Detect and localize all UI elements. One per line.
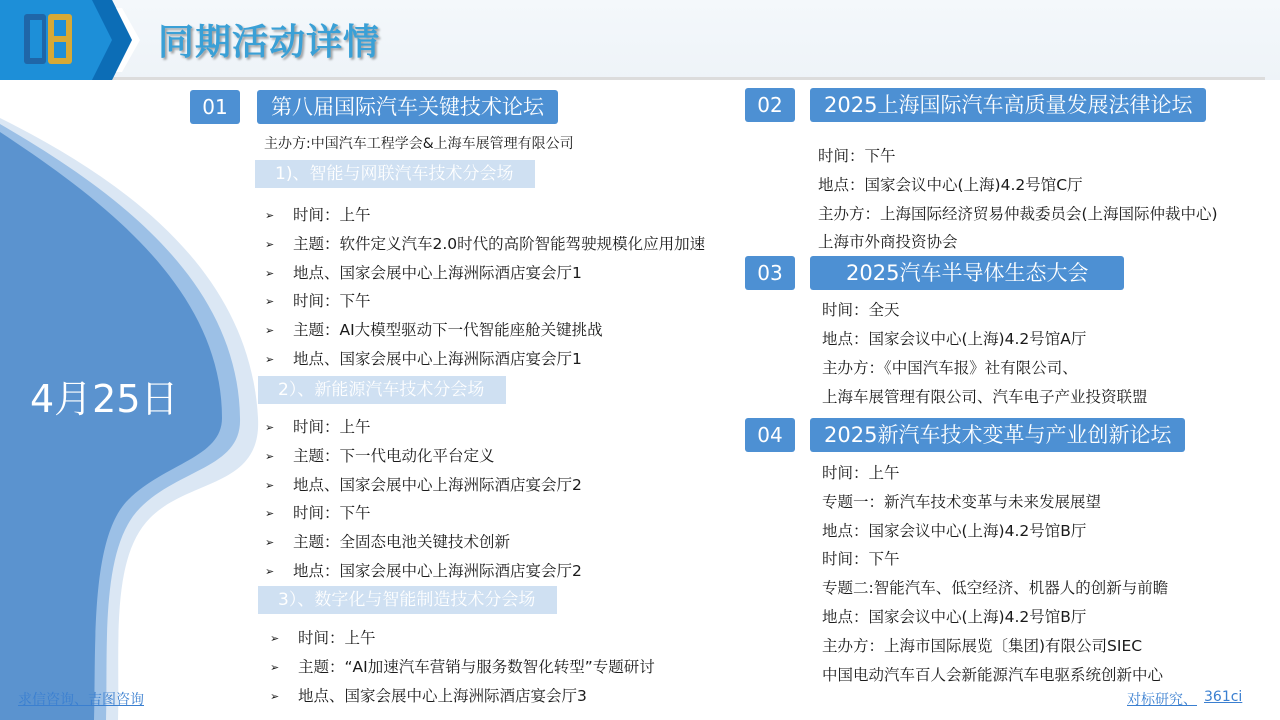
event-number-03: 03 [745,256,795,290]
footer-link-361ci[interactable]: 361ci [1204,689,1243,705]
event-number-02: 02 [745,88,795,122]
list-item: ➢ 时间：下午 [265,502,371,524]
arrow-bullet-icon: ➢ [265,421,275,434]
list-item: ➢ 主题：AI大模型驱动下一代智能座舱关键挑战 [265,319,603,341]
arrow-bullet-icon: ➢ [265,295,275,308]
list-item: ➢ 时间：上午 [265,204,371,226]
footer-link-benchmark[interactable]: 对标研究、 [1127,692,1197,708]
arrow-bullet-icon: ➢ [265,507,275,520]
event-title-03: 2025汽车半导体生态大会 [810,256,1124,290]
session-title-3: 3）、数字化与智能制造技术分会场 [258,586,557,614]
list-item: ➢ 地点、国家会展中心上海洲际酒店宴会厅1 [265,348,582,370]
detail-line: 中国电动汽车百人会新能源汽车电驱系统创新中心 [822,666,1164,684]
event-title-02: 2025上海国际汽车高质量发展法律论坛 [810,88,1206,122]
detail-line: 时间：下午 [822,550,900,568]
list-item: ➢ 主题：下一代电动化平台定义 [265,445,495,467]
session-title-2: 2）、新能源汽车技术分会场 [258,376,506,404]
list-item: ➢ 主题：“AI加速汽车营销与服务数智化转型”专题研讨 [270,656,655,678]
event-number-04: 04 [745,418,795,452]
list-item: ➢ 主题：全固态电池关键技术创新 [265,531,510,553]
arrow-bullet-icon: ➢ [270,690,280,703]
list-item: ➢ 地点：国家会展中心上海洲际酒店宴会厅2 [265,560,582,582]
arrow-bullet-icon: ➢ [270,632,280,645]
detail-line: 上海市外商投资协会 [818,233,958,251]
detail-line: 专题二:智能汽车、低空经济、机器人的创新与前瞻 [822,579,1169,597]
detail-line: 地点：国家会议中心(上海)4.2号馆C厅 [818,176,1083,194]
arrow-bullet-icon: ➢ [265,565,275,578]
detail-line: 时间：全天 [822,301,900,319]
arrow-bullet-icon: ➢ [265,324,275,337]
list-item: ➢ 地点、国家会展中心上海洲际酒店宴会厅2 [265,474,582,496]
arrow-bullet-icon: ➢ [265,209,275,222]
list-item: ➢ 时间：下午 [265,290,371,312]
arrow-bullet-icon: ➢ [265,536,275,549]
list-item: ➢ 地点、国家会展中心上海洲际酒店宴会厅1 [265,262,582,284]
arrow-bullet-icon: ➢ [265,479,275,492]
arrow-bullet-icon: ➢ [270,661,280,674]
brand-logo [0,0,140,80]
arrow-bullet-icon: ➢ [265,353,275,366]
event-date: 4月25日 [30,377,179,421]
detail-line: 地点：国家会议中心(上海)4.2号馆B厅 [822,522,1087,540]
page-title: 同期活动详情 [158,22,381,63]
event-title-01: 第八届国际汽车关键技术论坛 [257,90,558,124]
detail-line: 地点：国家会议中心(上海)4.2号馆B厅 [822,608,1087,626]
arrow-bullet-icon: ➢ [265,238,275,251]
list-item: ➢ 地点、国家会展中心上海洲际酒店宴会厅3 [270,685,587,707]
event-host-01: 主办方:中国汽车工程学会&上海车展管理有限公司 [264,136,574,152]
detail-line: 主办方：上海市国际展览〔集团)有限公司SIEC [822,637,1143,655]
event-title-04: 2025新汽车技术变革与产业创新论坛 [810,418,1185,452]
detail-line: 地点：国家会议中心(上海)4.2号馆A厅 [822,330,1087,348]
detail-line: 主办方：《中国汽车报》社有限公司、 [822,359,1078,377]
detail-line: 专题一：新汽车技术变革与未来发展展望 [822,493,1102,511]
arrow-bullet-icon: ➢ [265,450,275,463]
footer-link-left[interactable]: 求信咨询、吉图咨询 [18,692,144,708]
detail-line: 上海车展管理有限公司、汽车电子产业投资联盟 [822,388,1148,406]
detail-line: 时间：上午 [822,464,900,482]
arrow-bullet-icon: ➢ [265,267,275,280]
list-item: ➢ 时间：上午 [270,627,376,649]
detail-line: 主办方：上海国际经济贸易仲裁委员会(上海国际仲裁中心) [818,205,1218,223]
header-divider [100,77,1265,80]
session-title-1: 1)、智能与网联汽车技术分会场 [255,160,535,188]
list-item: ➢ 主题：软件定义汽车2.0时代的高阶智能驾驶规模化应用加速 [265,233,705,255]
detail-line: 时间：下午 [818,147,896,165]
event-number-01: 01 [190,90,240,124]
list-item: ➢ 时间：上午 [265,416,371,438]
